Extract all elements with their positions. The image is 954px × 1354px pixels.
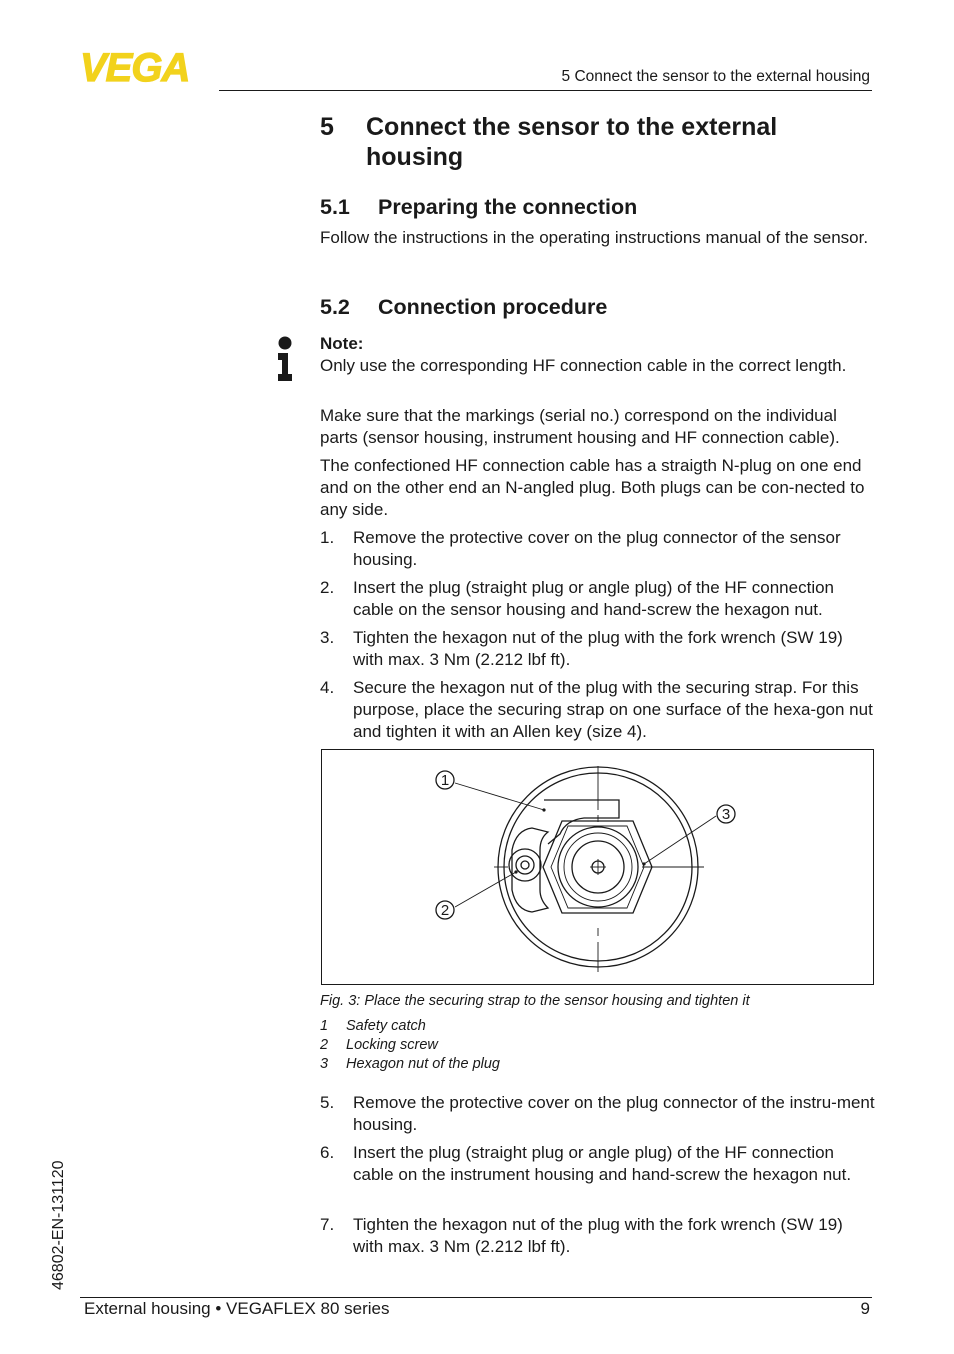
legend-text: Safety catch <box>346 1018 426 1034</box>
document-number: 46802-EN-131120 <box>50 1160 67 1290</box>
list-item <box>320 577 876 621</box>
note-text: Only use the corresponding HF connection cable in the correct length. <box>320 356 847 375</box>
legend-item <box>320 1037 620 1055</box>
sensor-housing-drawing <box>322 750 873 984</box>
note-label: Note: <box>320 334 364 353</box>
figure-frame <box>321 749 874 985</box>
footer-title: External housing • VEGAFLEX 80 series <box>84 1299 390 1318</box>
section-heading-5-1 <box>320 195 820 221</box>
legend-number: 3 <box>320 1056 329 1072</box>
step-number: 4. <box>320 678 335 697</box>
running-header: 5 Connect the sensor to the external housing <box>561 68 870 85</box>
step-text: Remove the protective cover on the plug connector of the instru-ment housing. <box>353 1093 875 1134</box>
step-text: Insert the plug (straight plug or angle plug) of the HF connection cable on the sensor housing and hand-screw the hexagon nut. <box>353 578 835 619</box>
info-icon <box>275 336 295 382</box>
step-number: 6. <box>320 1143 335 1162</box>
note <box>320 333 876 377</box>
legend-text: Locking screw <box>346 1037 438 1053</box>
legend-text: Hexagon nut of the plug <box>346 1056 500 1072</box>
list-item <box>320 627 876 671</box>
header-rule <box>219 90 872 91</box>
step-number: 5. <box>320 1093 335 1112</box>
list-item <box>320 1214 876 1258</box>
footer-rule <box>80 1297 872 1298</box>
page-number: 9 <box>860 1299 870 1318</box>
step-text: Tighten the hexagon nut of the plug with the fork wrench (SW 19) with max. 3 Nm (2.212 lbf ft). <box>353 628 843 669</box>
step-number: 2. <box>320 578 335 597</box>
chapter-number: 5 <box>320 113 334 141</box>
section-heading-5-2 <box>320 295 820 321</box>
legend-item <box>320 1056 620 1074</box>
section-5-1-text: Follow the instructions in the operating instructions manual of the sensor. <box>320 228 869 247</box>
step-text: Insert the plug (straight plug or angle plug) of the HF connection cable on the instrument housing and hand-screw the hexagon nut. <box>353 1143 852 1184</box>
list-item <box>320 527 876 571</box>
list-item <box>320 1092 876 1136</box>
callout-3: 3 <box>721 806 731 823</box>
paragraph-markings: Make sure that the markings (serial no.) correspond on the individual parts (sensor housing, instrument housing and HF connection cable). <box>320 406 840 447</box>
step-text: Remove the protective cover on the plug connector of the sensor housing. <box>353 528 841 569</box>
callout-1: 1 <box>440 772 450 789</box>
vega-logo <box>80 50 214 84</box>
figure-caption: Fig. 3: Place the securing strap to the sensor housing and tighten it <box>320 993 750 1009</box>
section-title: Preparing the connection <box>378 195 638 219</box>
svg-text:VEGA: VEGA <box>80 50 190 84</box>
legend-number: 2 <box>320 1037 329 1053</box>
paragraph-cable: The confectioned HF connection cable has a straigth N-plug on one end and on the other end an N-angled plug. Both plugs can be con-nected to any side. <box>320 456 865 519</box>
chapter-title: Connect the sensor to the external housing <box>366 113 778 171</box>
step-number: 3. <box>320 628 335 647</box>
list-item <box>320 677 876 743</box>
legend-item <box>320 1018 620 1036</box>
step-number: 7. <box>320 1215 335 1234</box>
step-text: Tighten the hexagon nut of the plug with the fork wrench (SW 19) with max. 3 Nm (2.212 lbf ft). <box>353 1215 843 1256</box>
section-number: 5.1 <box>320 195 350 219</box>
step-text: Secure the hexagon nut of the plug with the securing strap. For this purpose, place the securing strap on one surface of the hexa-gon nut and tighten it with an Allen key (size 4). <box>353 678 873 741</box>
callout-2: 2 <box>440 902 450 919</box>
legend-number: 1 <box>320 1018 329 1034</box>
list-item <box>320 1142 876 1208</box>
chapter-heading <box>320 112 840 174</box>
section-number: 5.2 <box>320 295 350 319</box>
step-number: 1. <box>320 528 335 547</box>
section-title: Connection procedure <box>378 295 608 319</box>
